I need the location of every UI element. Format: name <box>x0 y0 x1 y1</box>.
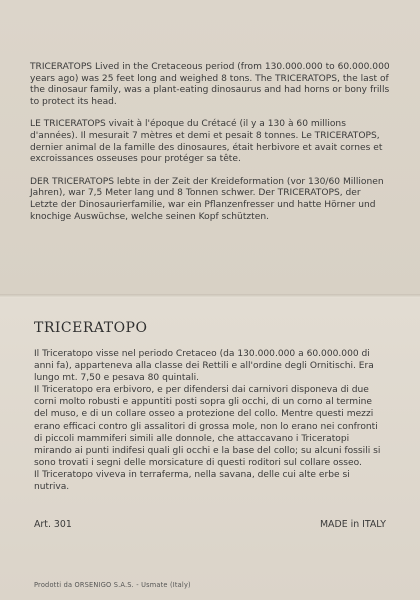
english-paragraph: TRICERATOPS Lived in the Cretaceous period (from 130.000.000 to 60.000.000 years ago) was 25 feet long and weighed 8 tons. The TRICERATOPS, the last of the dinosaur family, was a plant-eating dinosaurus and had horns or bony frills to protect its head. <box>30 62 390 107</box>
article-number: Art. 301 <box>34 519 72 530</box>
italian-body-paragraph: Il Triceratopo viveva in terraferma, nella savana, delle cui alte erbe si nutriva. <box>34 469 350 493</box>
italian-body-paragraph: Il Triceratopo visse nel periodo Cretaceo (da 130.000.000 a 60.000.000 di anni fa), apparteneva alla classe dei Rettili e all'ordine degli Ornitischi. Era lungo mt. 7,50 e pesava 80 quintali. <box>34 349 374 384</box>
card-footer <box>34 519 386 530</box>
french-paragraph: LE TRICERATOPS vivait à l'époque du Crétacé (il y a 130 à 60 millions d'années). Il mesurait 7 mètres et demi et pesait 8 tonnes. Le TRICERATOPS, dernier animal de la famille des dinosaures, était herbivore et avait cornes et excroissances osseuses pour protéger sa tête. <box>30 119 383 165</box>
german-paragraph: DER TRICERATOPS lebte in der Zeit der Kreideformation (vor 130/60 Millionen Jahren), war 7,5 Meter lang und 8 Tonnen schwer. Der TRICERATOPS, der Letzte der Dinosaurierfamilie, war ein Pflanzenfresser und hatte Hörner und knochige Auswüchse, welche seinen Kopf schützten. <box>30 176 384 222</box>
made-in-label: MADE in ITALY <box>319 519 386 530</box>
top-card <box>0 0 420 296</box>
italian-body <box>34 348 386 493</box>
bottom-card <box>0 298 420 600</box>
producer-label: Prodotti da ORSENIGO S.A.S. - Usmate (Italy) <box>34 581 191 589</box>
card-title: TRICERATOPO <box>34 320 148 336</box>
italian-body-paragraph: Il Triceratopo era erbivoro, e per difendersi dai carnivori disponeva di due corni molto robusti e appuntiti posti sopra gli occhi, di un corno al termine del muso, e di un collare osseo a protezione del collo. Mentre questi mezzi erano efficaci contro gli assalitori di grossa mole, non lo erano nei confronti di piccoli mammiferi simili alle donnole, che attaccavano i Triceratopi mirando ai punti indifesi quali gli occhi e la base del collo; su alcuni fossili si sono trovati i segni delle morsicature di questi roditori sul collare osseo. <box>34 385 381 468</box>
